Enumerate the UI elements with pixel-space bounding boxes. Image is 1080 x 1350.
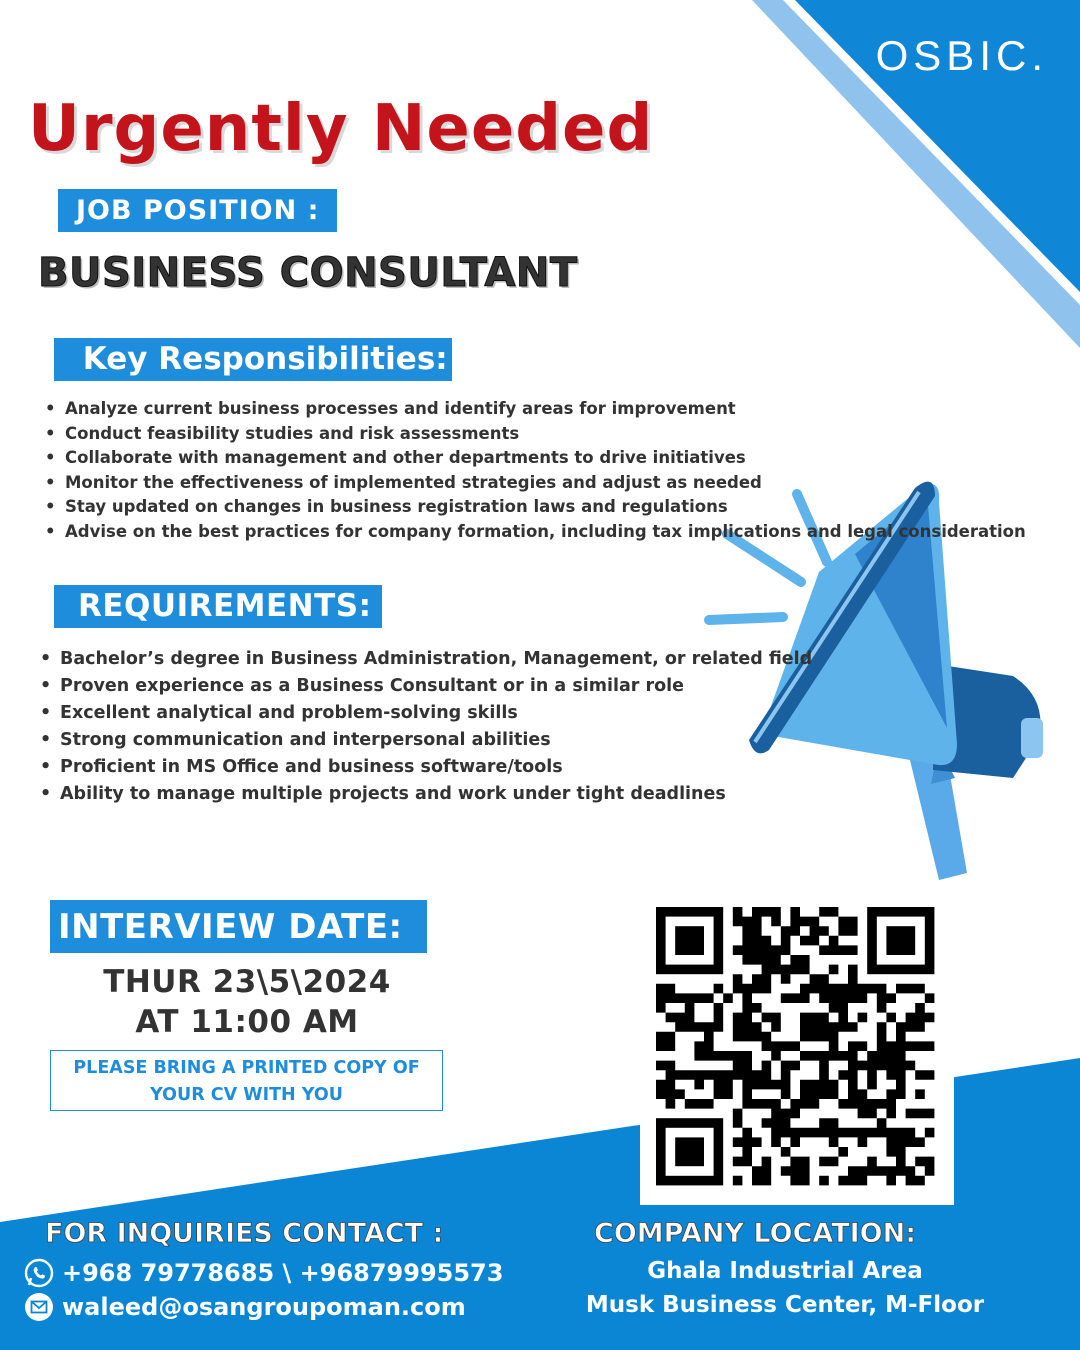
job-position-label: JOB POSITION : <box>58 189 337 232</box>
list-item: • Ability to manage multiple projects and work under tight deadlines <box>40 781 812 808</box>
interview-date-label: INTERVIEW DATE: <box>50 900 427 953</box>
cv-note: PLEASE BRING A PRINTED COPY OF YOUR CV WITH YOU <box>50 1050 443 1111</box>
contact-heading: FOR INQUIRIES CONTACT : <box>45 1218 444 1249</box>
list-item: • Collaborate with management and other departments to drive initiatives <box>45 446 1026 471</box>
list-item: • Monitor the effectiveness of implemented strategies and adjust as needed <box>45 471 1026 496</box>
qr-code-frame[interactable] <box>640 893 954 1205</box>
requirements-heading: REQUIREMENTS: <box>54 585 382 628</box>
location-line-1: Ghala Industrial Area <box>647 1258 923 1284</box>
interview-date: THUR 23\5\2024 <box>103 964 391 1000</box>
list-item: • Proficient in MS Office and business software/tools <box>40 754 812 781</box>
job-title: BUSINESS CONSULTANT <box>38 250 578 296</box>
location-line-2: Musk Business Center, M-Floor <box>585 1292 985 1318</box>
phone-row[interactable] <box>24 1258 503 1288</box>
mail-icon <box>24 1292 54 1322</box>
qr-code[interactable] <box>640 893 954 1205</box>
interview-time: AT 11:00 AM <box>135 1004 359 1040</box>
brand-logo: OSBIC. <box>875 32 1048 79</box>
list-item: • Proven experience as a Business Consultant or in a similar role <box>40 673 812 700</box>
requirements-list <box>40 646 812 808</box>
email-address[interactable]: waleed@osangroupoman.com <box>62 1293 466 1321</box>
email-row[interactable] <box>24 1292 466 1322</box>
whatsapp-icon <box>24 1258 54 1288</box>
list-item: • Bachelor’s degree in Business Administration, Management, or related field <box>40 646 812 673</box>
list-item: • Excellent analytical and problem-solving skills <box>40 700 812 727</box>
list-item: • Analyze current business processes and identify areas for improvement <box>45 397 1026 422</box>
list-item: • Stay updated on changes in business registration laws and regulations <box>45 495 1026 520</box>
interview-date-block <box>50 962 444 1042</box>
list-item: • Strong communication and interpersonal abilities <box>40 727 812 754</box>
location-heading: COMPANY LOCATION: <box>594 1218 917 1249</box>
phone-numbers[interactable]: +968 79778685 \ +96879995573 <box>62 1259 504 1287</box>
responsibilities-heading: Key Responsibilities: <box>54 338 452 381</box>
list-item: • Advise on the best practices for company formation, including tax implications and legal consideration <box>45 520 1026 545</box>
responsibilities-list <box>45 397 1026 545</box>
headline: Urgently Needed <box>28 92 654 166</box>
list-item: • Conduct feasibility studies and risk assessments <box>45 422 1026 447</box>
